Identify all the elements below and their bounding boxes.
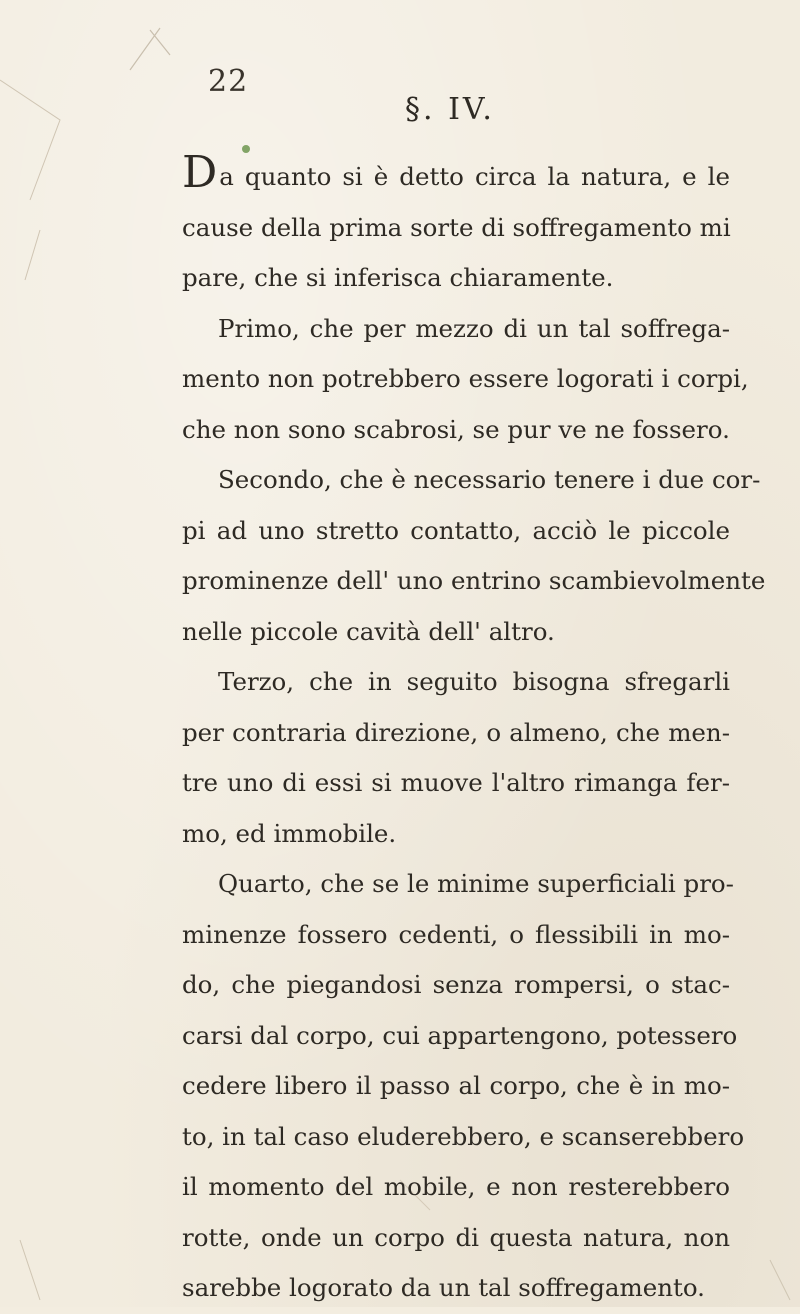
text-line: sarebbe logorato da un tal soffregamento.	[182, 1273, 705, 1302]
text-line: rotte, onde un corpo di questa natura, non	[182, 1222, 730, 1252]
page-number: 22	[208, 64, 249, 99]
text-line: cause della prima sorte di soffregamento mi	[182, 212, 731, 242]
text-line: minenze fossero cedenti, o flessibili in mo-	[182, 919, 730, 949]
text-line: Terzo, che in seguito bisogna sfregarli	[218, 667, 730, 696]
text-line: pi ad uno stretto contatto, acciò le piccole	[182, 515, 730, 545]
text-line: nelle piccole cavità dell' altro.	[182, 616, 555, 646]
text-line-content: a quanto si è detto circa la natura, e le	[219, 162, 730, 191]
text-line: che non sono scabrosi, se pur ve ne fossero.	[182, 414, 730, 444]
text-line: Secondo, che è necessario tenere i due cor-	[218, 465, 761, 494]
section-heading: §. IV.	[405, 92, 495, 127]
text-line: tre uno di essi si muove l'altro rimanga fer-	[182, 768, 730, 797]
text-line: pare, che si inferisca chiaramente.	[182, 263, 614, 292]
text-line: mento non potrebbero essere logorati i corpi,	[182, 364, 749, 393]
text-line: do, che piegandosi senza rompersi, o stac-	[182, 970, 730, 999]
drop-cap: D	[182, 147, 218, 198]
text-line: per contraria direzione, o almeno, che men-	[182, 717, 730, 747]
text-line: to, in tal caso eluderebbero, e scanserebbero	[182, 1121, 745, 1151]
text-line: Quarto, che se le minime superficiali pro-	[218, 869, 734, 898]
text-line: carsi dal corpo, cui appartengono, potessero	[182, 1020, 738, 1050]
text-line: mo, ed immobile.	[182, 818, 397, 848]
text-line: cedere libero il passo al corpo, che è in mo-	[182, 1071, 730, 1100]
text-line	[182, 147, 730, 203]
text-line: prominenze dell' uno entrino scambievolmente	[182, 566, 766, 595]
body-text	[182, 147, 766, 1314]
text-line: il momento del mobile, e non resterebbero	[182, 1172, 730, 1201]
text-line: Primo, che per mezzo di un tal soffrega-	[218, 313, 730, 343]
